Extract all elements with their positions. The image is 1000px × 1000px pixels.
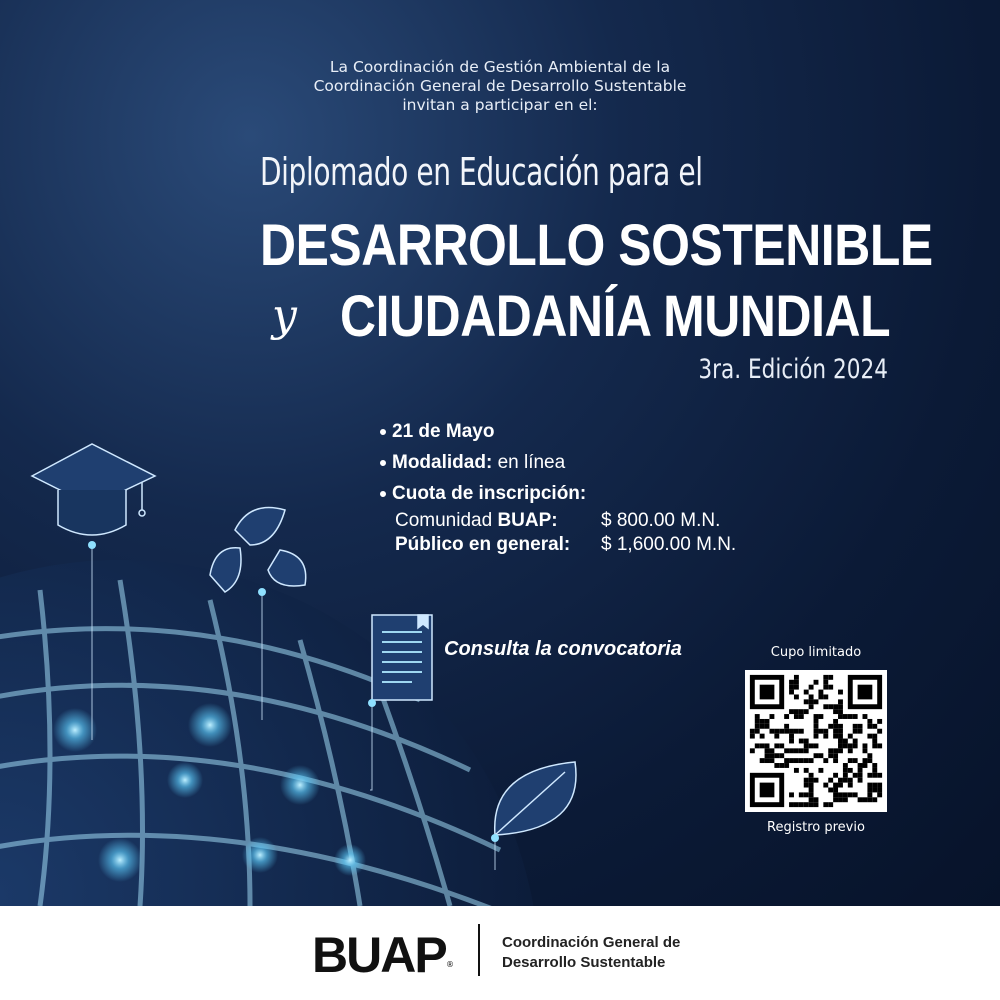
qr-code[interactable]: [745, 670, 887, 812]
footer-divider: [478, 924, 480, 976]
cupo-label: Cupo limitado: [770, 645, 862, 660]
footer-org: [502, 933, 680, 973]
intro-line-1: La Coordinación de Gestión Ambiental de la: [329, 58, 671, 76]
title-connector: y: [272, 290, 297, 341]
fee-community: Comunidad BUAP: $ 800.00 M.N.: [395, 510, 721, 531]
document-icon: [372, 615, 432, 700]
buap-logo: BUAP: [312, 927, 446, 983]
intro-line-2: Coordinación General de Desarrollo Sustentable: [313, 77, 687, 95]
consulta-link[interactable]: Consulta la convocatoria: [444, 638, 682, 660]
detail-date: 21 de Mayo: [380, 416, 736, 447]
intro-line-3: invitan a participar en el:: [402, 96, 598, 114]
title-line-1: Diplomado en Educación para el: [260, 150, 703, 194]
edition-label: 3ra. Edición 2024: [698, 354, 888, 385]
registered-mark: ®: [446, 960, 454, 969]
footer-org-line-1: Coordinación General de: [502, 934, 681, 951]
intro-text: [0, 58, 1000, 115]
graduation-cap-icon: [32, 444, 155, 535]
detail-fee: Cuota de inscripción:: [380, 478, 736, 509]
recycle-leaves-icon: [210, 508, 306, 593]
event-details: [380, 416, 736, 557]
leaf-icon: [495, 762, 576, 835]
detail-modality: Modalidad: en línea: [380, 447, 736, 478]
title-line-2: DESARROLLO SOSTENIBLE: [260, 213, 933, 278]
title-line-3: CIUDADANÍA MUNDIAL: [340, 284, 891, 349]
fee-public: Público en general: $ 1,600.00 M.N.: [395, 534, 737, 555]
footer: [0, 906, 1000, 1000]
registro-label: Registro previo: [767, 820, 865, 835]
footer-org-line-2: Desarrollo Sustentable: [502, 954, 666, 971]
